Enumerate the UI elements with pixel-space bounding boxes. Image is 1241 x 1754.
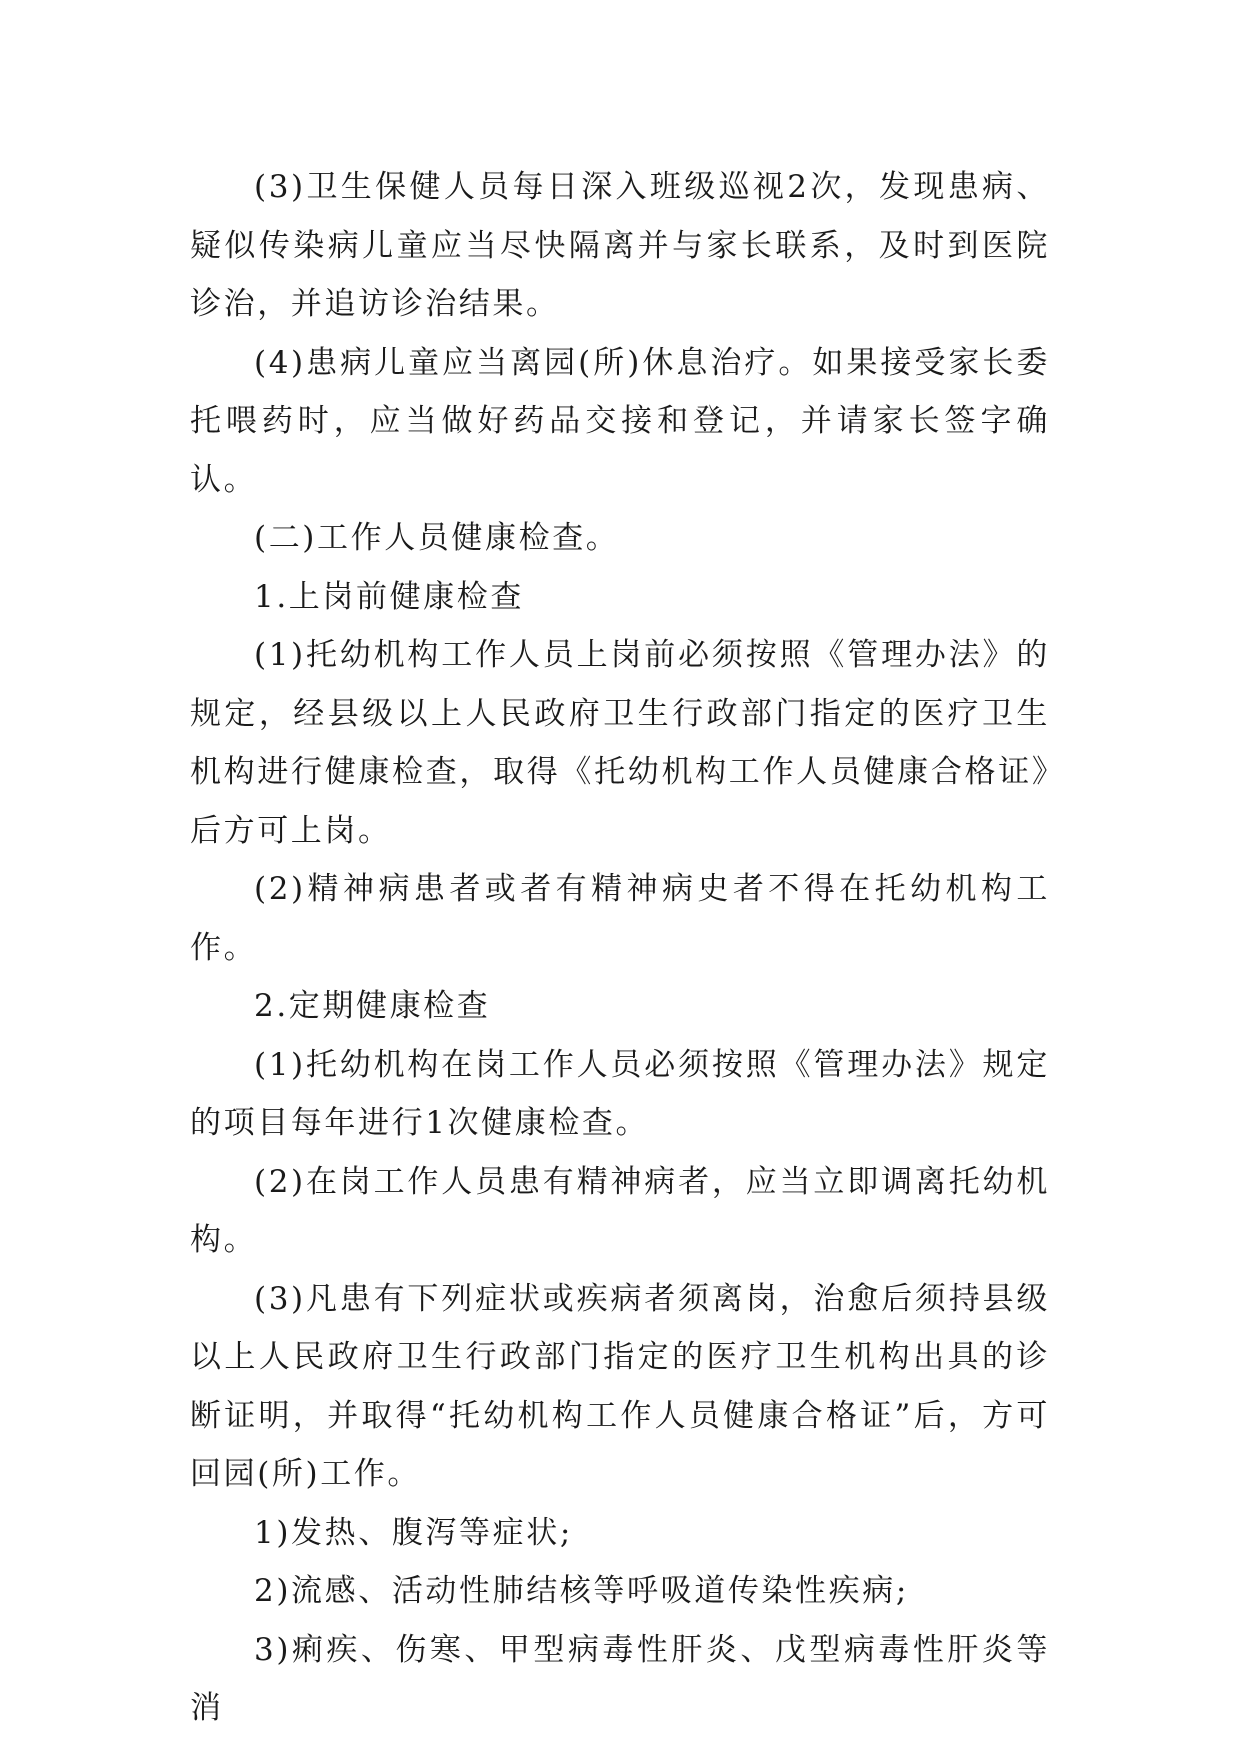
list-item-digestive-diseases: 3)痢疾、伤寒、甲型病毒性肝炎、戊型病毒性肝炎等消	[190, 1631, 1050, 1726]
paragraph-leave-conditions: (3)凡患有下列症状或疾病者须离岗，治愈后须持县级以上人民政府卫生行政部门指定的医疗卫生机构出具的诊断证明，并取得“托幼机构工作人员健康合格证”后，方可回园(所)工作。	[190, 1280, 1050, 1492]
paragraph-daily-inspection: (3)卫生保健人员每日深入班级巡视2次，发现患病、疑似传染病儿童应当尽快隔离并与家长联系，及时到医院诊治，并追访诊治结果。	[190, 169, 1050, 322]
list-item-fever-diarrhea: 1)发热、腹泻等症状;	[254, 1514, 573, 1551]
paragraph-annual-check: (1)托幼机构在岗工作人员必须按照《管理办法》规定的项目每年进行1次健康检查。	[190, 1046, 1050, 1141]
section-heading-staff-health-check: (二)工作人员健康检查。	[254, 520, 620, 556]
list-item-respiratory-diseases: 2)流感、活动性肺结核等呼吸道传染性疾病;	[254, 1573, 909, 1609]
paragraph-sick-children-leave: (4)患病儿童应当离园(所)休息治疗。如果接受家长委托喂药时，应当做好药品交接和登记，并请家长签字确认。	[190, 344, 1050, 498]
paragraph-mental-illness-transfer: (2)在岗工作人员患有精神病者，应当立即调离托幼机构。	[190, 1163, 1050, 1258]
subheading-pre-employment-check: 1.上岗前健康检查	[254, 578, 524, 615]
subheading-periodic-check: 2.定期健康检查	[254, 988, 491, 1024]
paragraph-mental-illness-restriction: (2)精神病患者或者有精神病史者不得在托幼机构工作。	[190, 871, 1050, 966]
document-body	[190, 158, 1050, 1738]
paragraph-pre-employment-requirement: (1)托幼机构工作人员上岗前必须按照《管理办法》的规定，经县级以上人民政府卫生行政部门指定的医疗卫生机构进行健康检查，取得《托幼机构工作人员健康合格证》后方可上岗。	[190, 637, 1050, 849]
